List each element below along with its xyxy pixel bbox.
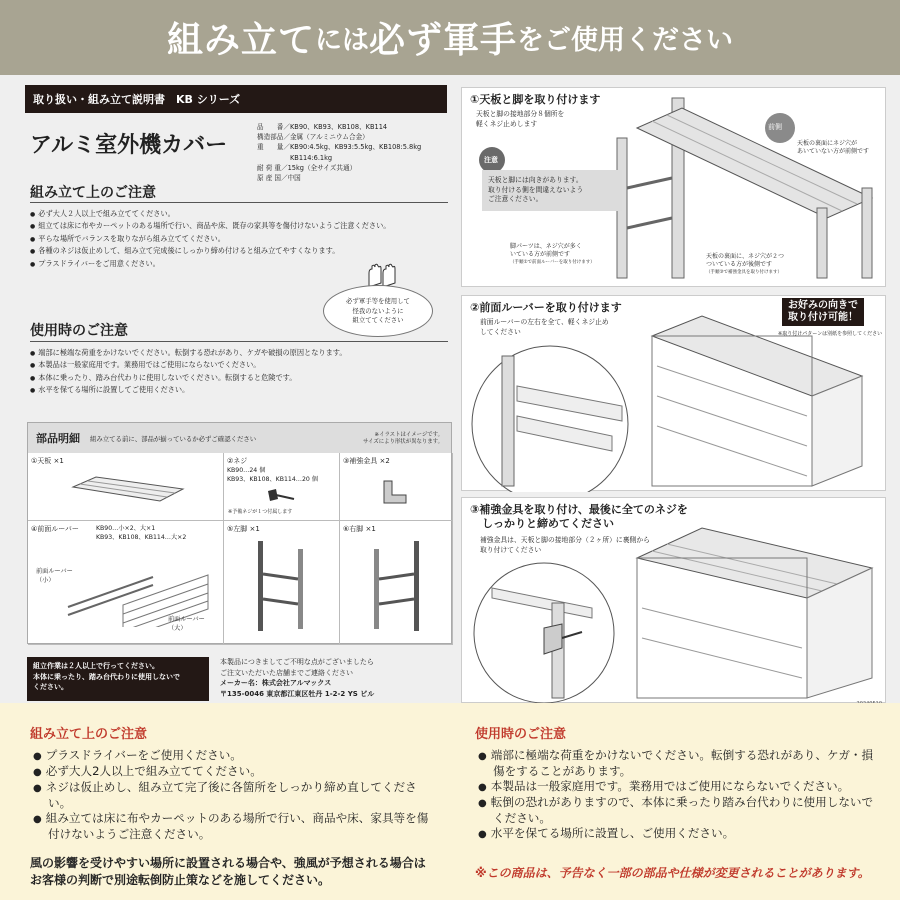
note-line: ついている方が後側です — [706, 261, 773, 268]
part-sub: KB93、KB108、KB114…大×2 — [96, 534, 187, 541]
manual-left-column — [25, 85, 450, 698]
product-title: アルミ室外機カバー — [30, 133, 228, 158]
caution-badge: 注意 — [484, 156, 498, 164]
maker-info — [220, 657, 374, 699]
spec-line: KB114:6.1kg — [257, 153, 333, 162]
badge-line: お好みの向きで — [788, 300, 858, 311]
maker-name: メーカー名：株式会社アルマックス — [220, 679, 332, 687]
step1-title: ①天板と脚を取り付けます — [470, 93, 601, 106]
caution-line: 取り付ける側を間違えないよう — [488, 185, 584, 194]
bottom-assembly-title: 組み立て上のご注意 — [30, 727, 148, 742]
part-label: ⑥右脚 ×1 — [343, 525, 376, 533]
parts-title: 部品明細 — [36, 432, 80, 445]
note-line: してください — [480, 327, 521, 336]
list-item: ● 本体に乗ったり、踏み台代わりに使用しないでください。転倒すると危険です。 — [30, 372, 450, 384]
parts-subtitle: 組み立てる前に、部品が揃っているか必ずご確認ください — [90, 434, 257, 443]
top-banner — [0, 0, 900, 75]
instruction-manual — [0, 75, 900, 703]
note-line: あいていない方が前側です — [797, 148, 870, 155]
part-label: ①天板 ×1 — [31, 457, 64, 465]
note-line: 本体に乗ったり、踏み台代わりに使用しないで — [33, 672, 180, 681]
caution-line: ご注意ください。 — [488, 195, 543, 203]
step3-illustration — [462, 498, 887, 704]
bottom-usage-title: 使用時のご注意 — [475, 727, 567, 742]
label-line: （小） — [36, 577, 55, 584]
spec-list — [257, 122, 452, 183]
list-item: ● 組み立ては床に布やカーペットのある場所で行い、商品や床、家具等を傷付けないようご注意ください。 — [33, 811, 433, 842]
badge-line: 取り付け可能！ — [788, 312, 858, 323]
glove-bubble — [323, 285, 433, 337]
list-item: ● 端部に極端な荷重をかけないでください。転倒する恐れがあり、ケガ・損傷をすることがあります。 — [478, 748, 878, 779]
maker-line: 本製品につきましてご不明な点がございましたら — [220, 658, 374, 666]
note-line: ※イラストはイメージです。 — [374, 432, 443, 438]
warning-line: 風の影響を受けやすい場所に設置される場合や、強風が予想される場合は — [30, 856, 426, 870]
note-line: （手順①で前面ルーバーを取り付けます） — [510, 260, 595, 265]
caution-line: 天板と脚には向きがあります。 — [488, 176, 583, 184]
note-line: 取り付けてください — [480, 545, 542, 554]
list-item: ● 水平を保てる場所に設置し、ご使用ください。 — [478, 826, 878, 842]
louver-large-label — [168, 615, 205, 633]
spec-line: 原 産 国／中国 — [257, 174, 301, 183]
usage-caution-title: 使用時のご注意 — [30, 323, 128, 339]
banner-part3: 必ず軍手 — [369, 20, 518, 61]
wind-warning — [30, 855, 450, 889]
spec-line: 耐 荷 重／15kg（全サイズ共通） — [257, 163, 357, 172]
spec-line: 品 番／KB90、KB93、KB108、KB114 — [257, 123, 388, 131]
part-sub: KB90…小×2、大×1 — [96, 525, 156, 532]
note-line: いている方が前側です — [510, 251, 571, 258]
spec-change-warning: ※この商品は、予告なく一部の部品や仕様が変更されることがあります。 — [475, 866, 870, 880]
bracket-icon — [380, 477, 410, 507]
note-line: （手順③で補強金具を取り付けます） — [706, 270, 783, 275]
title-line: ③補強金具を取り付け、最後に全てのネジを — [470, 503, 688, 516]
orientation-note: ※取り付けパターンは別紙を参照してください — [778, 331, 883, 337]
note-line: ください。 — [33, 683, 68, 691]
maker-address: 〒135-0046 東京都江東区牡丹 1-2-2 YS ビル — [220, 689, 375, 698]
divider — [30, 202, 448, 203]
step1-leg-note — [510, 243, 595, 267]
divider — [30, 341, 448, 342]
step2-illustration — [462, 296, 887, 492]
note-line: 軽くネジ止めします — [476, 119, 538, 128]
assembly-caution-title: 組み立て上のご注意 — [30, 185, 156, 201]
list-item: ● 本製品は一般家庭用です。業務用ではご使用にならないでください。 — [478, 779, 878, 795]
title-line: しっかりと締めてください — [482, 517, 614, 530]
warning-line: お客様の判断で別途転倒防止策などを施してください。 — [30, 873, 331, 887]
assembly-caution-list — [30, 208, 450, 270]
part-label: ⑤左脚 ×1 — [227, 525, 260, 533]
list-item: ● 転倒の恐れがありますので、本体に乗ったり踏み台代わりに使用しないでください。 — [478, 795, 878, 826]
bubble-line: 組立ててください — [352, 316, 404, 324]
top-board-illustration — [68, 475, 188, 509]
step1-panel — [461, 87, 886, 287]
list-item: ● 各種のネジは仮止めして、組み立て完成後にしっかり締め付けると組み立てやすくなります。 — [30, 245, 450, 257]
list-item: ● プラスドライバーをご用意ください。 — [30, 258, 450, 270]
list-item: ● 必ず大人2人以上で組み立ててください。 — [33, 764, 433, 780]
parts-header — [28, 423, 451, 453]
list-item: ● 組立ては床に布やカーペットのある場所で行い、商品や床、既存の家具等を傷付けないようご注意ください。 — [30, 220, 450, 232]
part-top-board — [28, 453, 224, 521]
spec-line: 重 量／KB90:4.5kg、KB93:5.5kg、KB108:5.8kg — [257, 143, 422, 152]
note-line: サイズにより形状が異なります。 — [363, 439, 443, 445]
list-item: ● プラスドライバーをご使用ください。 — [33, 748, 433, 764]
note-line: 補強金具は、天板と脚の接地部分（２ヶ所）に裏側から — [480, 536, 650, 544]
banner-part4: をご使用ください — [517, 25, 734, 56]
bottom-assembly-list — [33, 748, 433, 842]
list-item: ● 必ず大人２人以上で組み立ててください。 — [30, 208, 450, 220]
label-line: 前面ルーバー — [36, 568, 73, 575]
note-line: 組立作業は２人以上で行ってください。 — [33, 662, 159, 670]
part-sub: KB90…24 個 — [227, 467, 266, 474]
bottom-summary — [0, 703, 900, 900]
banner-part2: には — [315, 25, 369, 56]
list-item: ● 平らな場所でバランスを取りながら組み立ててください。 — [30, 233, 450, 245]
note-line: 天板の裏面にネジ穴が — [797, 140, 858, 147]
step2-panel — [461, 295, 886, 491]
parts-note — [363, 432, 443, 446]
bubble-line: 必ず軍手等を使用して — [346, 297, 410, 305]
part-label: ③補強金具 ×2 — [343, 457, 390, 465]
right-leg-illustration — [370, 539, 430, 634]
list-item: ● 端部に極端な荷重をかけないでください。転倒する恐れがあり、ケガや破損の原因となります。 — [30, 347, 450, 359]
note-line: 天板の裏面に、ネジ穴が２つ — [706, 253, 785, 260]
part-right-leg — [340, 521, 453, 645]
part-sub: KB93、KB108、KB114…20 個 — [227, 476, 318, 483]
note-line: 天板と脚の接地部分８個所を — [476, 110, 565, 118]
part-screws — [224, 453, 340, 521]
screw-icon — [266, 487, 296, 503]
step1-leg-note2 — [706, 253, 784, 277]
note-line: 前面ルーバーの左右を全て、軽くネジ止め — [480, 318, 609, 326]
list-item: ● 水平を保てる場所に設置してご使用ください。 — [30, 384, 450, 396]
part-label: ④前面ルーバー — [31, 525, 79, 533]
step3-panel — [461, 497, 886, 703]
maker-line: ご注文いただいた店舗までご連絡ください — [220, 668, 353, 677]
part-front-louver — [28, 521, 224, 645]
spec-line: 構造部品／金属（アルミニウム合金） — [257, 133, 369, 142]
parts-list — [27, 422, 452, 644]
bubble-line: 怪我のないように — [352, 306, 404, 315]
list-item: ● ネジは仮止めし、組み立て完了後に各箇所をしっかり締め直してください。 — [33, 780, 433, 811]
step2-title: ②前面ルーバーを取り付けます — [470, 301, 622, 314]
bottom-usage-list — [478, 748, 878, 842]
step1-caution-text — [482, 170, 622, 211]
label-line: 前面ルーバー — [168, 616, 205, 623]
usage-caution-list — [30, 347, 450, 397]
list-item: ● 本製品は一般家庭用です。業務用ではご使用にならないでください。 — [30, 359, 450, 371]
left-leg-illustration — [254, 539, 314, 634]
label-line: （大） — [168, 625, 187, 632]
front-side-label: 前側 — [768, 123, 782, 131]
part-label: ②ネジ — [227, 457, 248, 465]
series-label: 取り扱い・組み立て説明書 KB シリーズ — [25, 85, 447, 113]
two-person-warning — [27, 657, 209, 701]
part-brackets — [340, 453, 453, 521]
note-line: 脚パーツは、ネジ穴が多く — [510, 243, 582, 250]
part-left-leg — [224, 521, 340, 645]
screw-note: ※予備ネジが１つ付属します — [228, 509, 293, 515]
banner-part1: 組み立て — [166, 20, 315, 61]
step1-right-note — [797, 140, 869, 156]
